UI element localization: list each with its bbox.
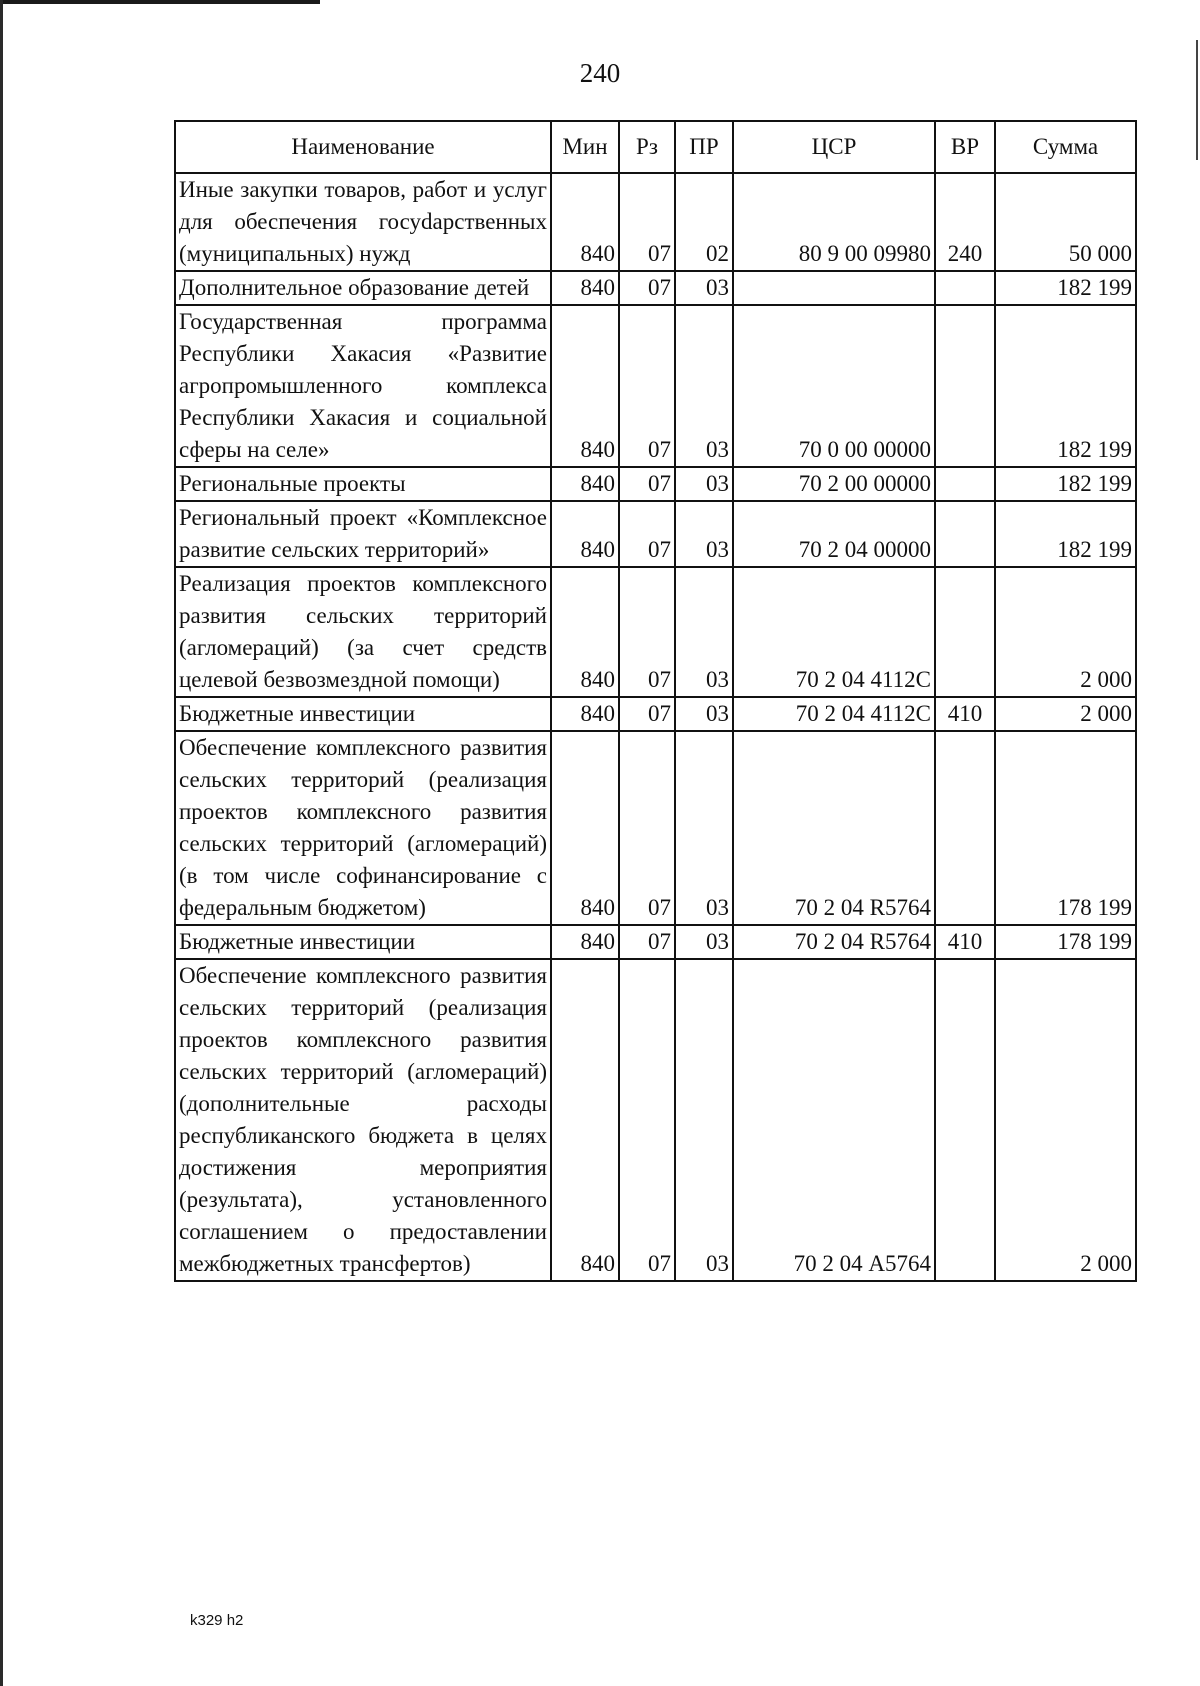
cell-csr: 70 2 04 А5764 xyxy=(733,959,935,1281)
table-body xyxy=(175,173,1136,1281)
cell-min: 840 xyxy=(551,173,619,271)
table-row xyxy=(175,305,1136,467)
cell-sum: 182 199 xyxy=(995,305,1136,467)
cell-pr: 03 xyxy=(675,467,733,501)
table-row xyxy=(175,697,1136,731)
cell-csr: 70 2 04 R5764 xyxy=(733,925,935,959)
cell-name: Иные закупки товаров, работ и услуг для обеспечения госуdарственных (муниципальных) нужд xyxy=(175,173,551,271)
cell-csr: 70 2 04 4112С xyxy=(733,567,935,697)
cell-pr: 03 xyxy=(675,271,733,305)
budget-table xyxy=(174,120,1137,1282)
cell-rz: 07 xyxy=(619,173,675,271)
cell-name: Бюджетные инвестиции xyxy=(175,925,551,959)
cell-rz: 07 xyxy=(619,271,675,305)
cell-min: 840 xyxy=(551,467,619,501)
cell-vr: 240 xyxy=(935,173,995,271)
cell-sum: 178 199 xyxy=(995,925,1136,959)
cell-min: 840 xyxy=(551,501,619,567)
cell-name: Региональные проекты xyxy=(175,467,551,501)
cell-vr xyxy=(935,305,995,467)
cell-csr: 80 9 00 09980 xyxy=(733,173,935,271)
header-rz: Рз xyxy=(619,121,675,173)
table-row xyxy=(175,731,1136,925)
cell-rz: 07 xyxy=(619,697,675,731)
cell-min: 840 xyxy=(551,925,619,959)
cell-vr xyxy=(935,959,995,1281)
cell-vr: 410 xyxy=(935,697,995,731)
cell-rz: 07 xyxy=(619,959,675,1281)
cell-pr: 03 xyxy=(675,959,733,1281)
cell-rz: 07 xyxy=(619,925,675,959)
cell-csr xyxy=(733,271,935,305)
scan-edge-right xyxy=(1196,40,1198,160)
table-row xyxy=(175,567,1136,697)
cell-min: 840 xyxy=(551,271,619,305)
cell-name: Региональный проект «Комплексное развитие сельских территорий» xyxy=(175,501,551,567)
cell-pr: 03 xyxy=(675,731,733,925)
cell-pr: 03 xyxy=(675,697,733,731)
header-name: Наименование xyxy=(175,121,551,173)
cell-vr xyxy=(935,271,995,305)
scan-edge-left xyxy=(0,0,3,1686)
cell-sum: 50 000 xyxy=(995,173,1136,271)
footer-code: k329 h2 xyxy=(190,1612,244,1629)
cell-name: Дополнительное образование детей xyxy=(175,271,551,305)
cell-sum: 182 199 xyxy=(995,467,1136,501)
cell-pr: 03 xyxy=(675,305,733,467)
cell-rz: 07 xyxy=(619,467,675,501)
page-number: 240 xyxy=(579,58,621,88)
scan-edge-top xyxy=(0,0,320,4)
cell-vr xyxy=(935,501,995,567)
header-sum: Сумма xyxy=(995,121,1136,173)
cell-name: Обеспечение комплексного развития сельских территорий (реализация проектов комплексного развития сельских территорий (агломераций) (в том числе софинансирование с федеральным бюджетом) xyxy=(175,731,551,925)
cell-sum: 178 199 xyxy=(995,731,1136,925)
header-vr: ВР xyxy=(935,121,995,173)
cell-pr: 03 xyxy=(675,925,733,959)
cell-min: 840 xyxy=(551,567,619,697)
cell-min: 840 xyxy=(551,731,619,925)
cell-csr: 70 2 04 4112С xyxy=(733,697,935,731)
cell-rz: 07 xyxy=(619,305,675,467)
cell-pr: 03 xyxy=(675,567,733,697)
table-row xyxy=(175,501,1136,567)
cell-csr: 70 2 00 00000 xyxy=(733,467,935,501)
cell-rz: 07 xyxy=(619,501,675,567)
cell-pr: 03 xyxy=(675,501,733,567)
cell-min: 840 xyxy=(551,305,619,467)
cell-vr xyxy=(935,567,995,697)
cell-name: Государственная программа Республики Хакасия «Развитие агропромышленного комплекса Республики Хакасия и социальной сферы на селе» xyxy=(175,305,551,467)
table-row xyxy=(175,173,1136,271)
cell-csr: 70 0 00 00000 xyxy=(733,305,935,467)
cell-sum: 182 199 xyxy=(995,501,1136,567)
header-csr: ЦСР xyxy=(733,121,935,173)
table-row xyxy=(175,959,1136,1281)
cell-rz: 07 xyxy=(619,567,675,697)
cell-csr: 70 2 04 00000 xyxy=(733,501,935,567)
cell-name: Реализация проектов комплексного развития сельских территорий (агломераций) (за счет средств целевой безвозмездной помощи) xyxy=(175,567,551,697)
cell-sum: 2 000 xyxy=(995,567,1136,697)
cell-vr xyxy=(935,731,995,925)
cell-min: 840 xyxy=(551,959,619,1281)
cell-rz: 07 xyxy=(619,731,675,925)
cell-name: Обеспечение комплексного развития сельских территорий (реализация проектов комплексного развития сельских территорий (агломераций) (дополнительные расходы республиканского бюджета в целях достижения мероприятия (результата), установленного соглашением о предоставлении межбюджетных трансфертов) xyxy=(175,959,551,1281)
cell-sum: 2 000 xyxy=(995,697,1136,731)
table-row xyxy=(175,925,1136,959)
header-min: Мин xyxy=(551,121,619,173)
header-pr: ПР xyxy=(675,121,733,173)
cell-name: Бюджетные инвестиции xyxy=(175,697,551,731)
table-row xyxy=(175,467,1136,501)
cell-min: 840 xyxy=(551,697,619,731)
cell-pr: 02 xyxy=(675,173,733,271)
cell-sum: 2 000 xyxy=(995,959,1136,1281)
cell-csr: 70 2 04 R5764 xyxy=(733,731,935,925)
cell-vr xyxy=(935,467,995,501)
table-row xyxy=(175,271,1136,305)
cell-sum: 182 199 xyxy=(995,271,1136,305)
cell-vr: 410 xyxy=(935,925,995,959)
table-header-row xyxy=(175,121,1136,173)
